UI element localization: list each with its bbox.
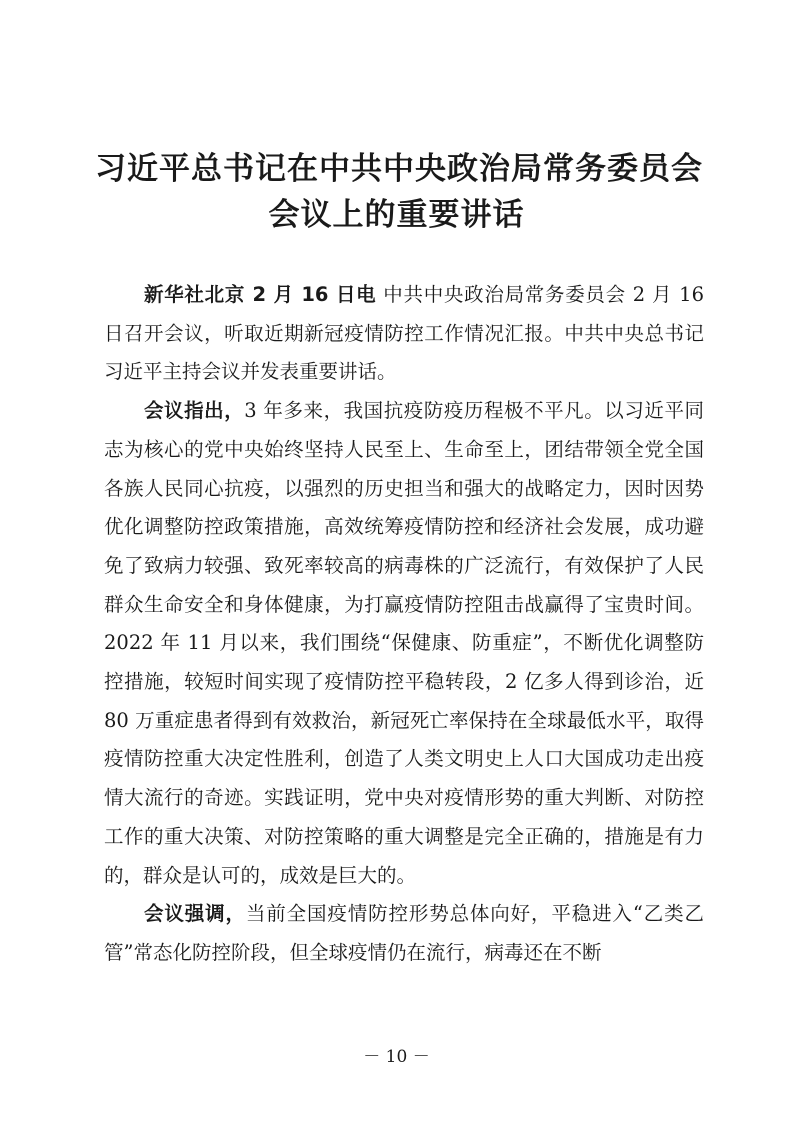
page-title bbox=[95, 146, 703, 238]
paragraph-3 bbox=[104, 895, 704, 972]
title-line-2: 会议上的重要讲话 bbox=[268, 197, 525, 233]
paragraph-1 bbox=[104, 276, 704, 392]
paragraph-2-text: 3 年多来，我国抗疫防疫历程极不平凡。以习近平同志为核心的党中央始终坚持人民至上、生命至上，团结带领全党全国各族人民同心抗疫，以强烈的历史担当和强大的战略定力，因时因势优化调整防控政策措施，高效统筹疫情防控和经济社会发展，成功避免了致病力较强、致死率较高的病毒株的广泛流行，有效保护了人民群众生命安全和身体健康，为打赢疫情防控阻击战赢得了宝贵时间。2022 年 11 月以来，我们围绕“保健康、防重症”，不断优化调整防控措施，较短时间实现了疫情防控平稳转段，2 亿多人得到诊治，近 80 万重症患者得到有效救治，新冠死亡率保持在全球最低水平，取得疫情防控重大决定性胜利，创造了人类文明史上人口大国成功走出疫情大流行的奇迹。实践证明，党中央对疫情形势的重大判断、对防控工作的重大决策、对防控策略的重大调整是完全正确的，措施是有力的，群众是认可的，成效是巨大的。 bbox=[104, 399, 704, 887]
paragraph-1-text: 中共中央政治局常务委员会 2 月 16 日召开会议，听取近期新冠疫情防控工作情况汇报。中共中央总书记习近平主持会议并发表重要讲话。 bbox=[104, 283, 704, 384]
page-number: － 10 － bbox=[363, 1047, 430, 1067]
paragraph-3-text: 当前全国疫情防控形势总体向好，平稳进入“乙类乙管”常态化防控阶段，但全球疫情仍在流行，病毒还在不断 bbox=[104, 902, 704, 964]
paragraph-2 bbox=[104, 392, 704, 895]
paragraph-3-lead: 会议强调， bbox=[144, 902, 246, 926]
paragraph-2-lead: 会议指出， bbox=[144, 399, 245, 423]
title-line-1: 习近平总书记在中共中央政治局常务委员会 bbox=[95, 151, 703, 187]
paragraph-1-lead: 新华社北京 2 月 16 日电 bbox=[144, 283, 377, 306]
article-body bbox=[104, 276, 704, 973]
